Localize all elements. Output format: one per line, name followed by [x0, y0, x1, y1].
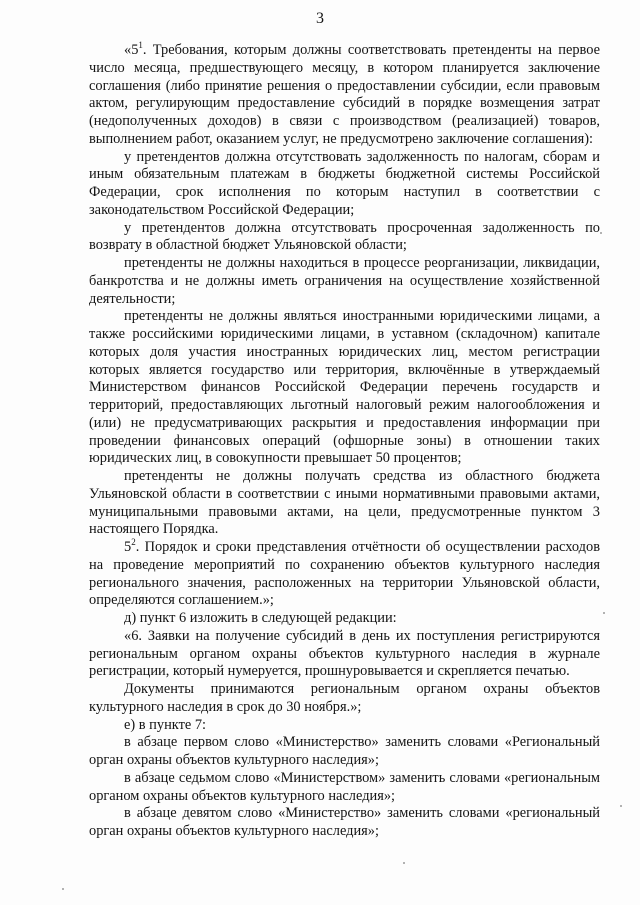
paragraph-text: . Порядок и сроки представления отчётности об осуществлении расходов на проведение мероприятий по сохранению объектов культурного наследия регионального значения, расположенных на территории Ульяновской области, определяются соглашением.»; [89, 539, 600, 609]
scan-speck [603, 612, 605, 614]
paragraph-foreign-entities: претенденты не должны являться иностранными юридическими лицами, а также российскими юридическими лицами, в уставном (складочном) капитале которых доля участия иностранных юридических лиц, местом регистрации которых является государство или территория, включённые в утверждаемый Министерством финансов Российской Федерации перечень государств и территорий, предоставляющих льготный налоговый режим налогообложения и (или) не предусматривающих раскрытия и предоставления информации при проведении финансовых операций (офшорные зоны) в отношении таких юридических лиц, в совокупности превышает 50 процентов; [89, 308, 600, 467]
superscript-index: 2 [131, 537, 136, 547]
paragraph-first-abzac: в абзаце первом слово «Министерство» заменить словами «Региональный орган охраны объектов культурного наследия»; [89, 734, 600, 768]
page-number: 3 [316, 10, 324, 27]
scan-speck [600, 232, 602, 234]
paragraph-item-5-2 [89, 539, 600, 610]
paragraph-prefix: 5 [124, 539, 132, 555]
paragraph-clause-e: е) в пункте 7: [124, 716, 207, 733]
paragraph-text: . Требования, которым должны соответствовать претенденты на первое число месяца, предшествующего месяцу, в котором планируется заключение соглашения (либо принятие решения о предоставлении субсидии, если правовым актом, регулирующим предоставление субсидий в порядке возмещения затрат (недополученных доходов) в связи с производством (реализацией) товаров, выполнением работ, оказанием услуг, не предусмотрено заключение соглашения): [89, 42, 600, 147]
paragraph-item-5-1 [89, 42, 600, 149]
paragraph-reorganization: претенденты не должны находиться в процессе реорганизации, ликвидации, банкротства и не должны иметь ограничения на осуществление хозяйственной деятельности; [89, 255, 600, 307]
paragraph-ninth-abzac: в абзаце девятом слово «Министерство» заменить словами «региональный орган охраны объектов культурного наследия»; [89, 805, 600, 839]
paragraph-tax-debt: у претендентов должна отсутствовать задолженность по налогам, сборам и иным обязательным платежам в бюджеты бюджетной системы Российской Федерации, срок исполнения по которым наступил в соответствии с законодательством Российской Федерации; [89, 148, 600, 218]
scan-speck [620, 805, 622, 807]
paragraph-clause-d: д) пункт 6 изложить в следующей редакции: [124, 610, 397, 626]
paragraph-documents-deadline: Документы принимаются региональным органом охраны объектов культурного наследия в срок до 30 ноября.»; [89, 681, 600, 715]
paragraph-prefix: «5 [124, 42, 139, 58]
paragraph-item-6: «6. Заявки на получение субсидий в день их поступления регистрируются региональным органом охраны объектов культурного наследия в журнале регистрации, который нумеруется, прошнуровывается и скрепляется печатью. [89, 627, 600, 680]
paragraph-seventh-abzac: в абзаце седьмом слово «Министерством» заменить словами «региональным органом охраны объектов культурного наследия»; [89, 769, 600, 804]
paragraph-other-funds: претенденты не должны получать средства из областного бюджета Ульяновской области в соответствии с иными нормативными правовыми актами, муниципальными правовыми актами, на цели, предусмотренные пунктом 3 настоящего Порядка. [89, 468, 600, 538]
document-body [89, 42, 600, 841]
superscript-index: 1 [138, 40, 143, 50]
paragraph-overdue-debt: у претендентов должна отсутствовать просроченная задолженность по возврату в областной бюджет Ульяновской области; [89, 219, 600, 254]
scan-speck [62, 888, 64, 890]
scan-speck [403, 862, 405, 864]
